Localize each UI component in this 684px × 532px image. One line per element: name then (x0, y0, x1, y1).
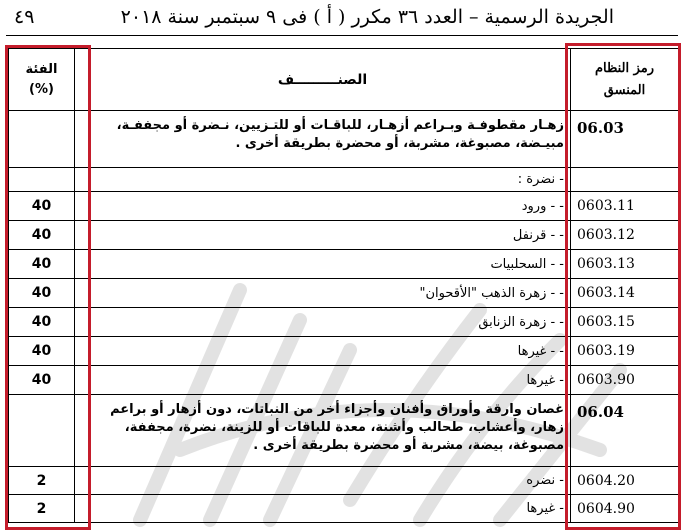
table-row (9, 279, 679, 308)
code-cell: 0603.12 (571, 221, 679, 250)
table-row (9, 337, 679, 366)
rate-cell (9, 168, 75, 192)
table-row (9, 495, 679, 523)
rate-cell: 2 (9, 467, 75, 495)
rate-cell: 40 (9, 308, 75, 337)
desc-cell: - - زهرة الذهب "الأقحوان" (75, 279, 571, 308)
desc-cell: زهـار مقطوفـة وبـراعم أزهـار، للباقـات أو للتـزيين، نـضرة أو مجففـة، مبيـضة، مصبوغة، مشربة، أو محضرة بطريقة أخرى . (75, 111, 571, 168)
code-cell: 0603.15 (571, 308, 679, 337)
table-header-row (9, 49, 679, 111)
page-number: ٤٩ (14, 6, 35, 28)
code-cell: 0603.14 (571, 279, 679, 308)
rate-cell: 2 (9, 495, 75, 523)
header-code (571, 49, 679, 111)
rate-cell: 40 (9, 221, 75, 250)
header-rate (9, 49, 75, 111)
code-cell: 0604.20 (571, 467, 679, 495)
code-cell: 0604.90 (571, 495, 679, 523)
table-row (9, 467, 679, 495)
desc-cell: - غيرها (75, 495, 571, 523)
desc-cell: - - السحلبيات (75, 250, 571, 279)
code-cell: 0603.13 (571, 250, 679, 279)
code-cell: 0603.90 (571, 366, 679, 395)
table-row (9, 366, 679, 395)
code-cell (571, 168, 679, 192)
table-row (9, 250, 679, 279)
tariff-table (8, 48, 679, 523)
rate-cell: 40 (9, 192, 75, 221)
desc-cell: - - قرنفل (75, 221, 571, 250)
table-row (9, 308, 679, 337)
header-description: الصنـــــــــف (75, 49, 571, 111)
code-cell: 0603.19 (571, 337, 679, 366)
header-code-line1: رمز النظام (594, 60, 655, 76)
desc-cell: غصان وارقة وأوراق وأفنان وأجزاء أخر من النباتات، دون أزهار أو براعم زهار، وأعشاب، طحالب وأشنة، معدة للباقات أو للزينة، نضرة، مجففة، مصبوغة، بيضة، مشربة أو محضرة بطريقة أخرى . (75, 395, 571, 467)
desc-cell: - نضره (75, 467, 571, 495)
code-cell: 06.04 (571, 395, 679, 467)
rate-cell: 40 (9, 366, 75, 395)
page-header (0, 0, 684, 40)
code-cell: 06.03 (571, 111, 679, 168)
table-row (9, 395, 679, 467)
header-code-line2: المنسق (603, 82, 646, 98)
table-row (9, 168, 679, 192)
rate-cell (9, 395, 75, 467)
table-row (9, 221, 679, 250)
code-cell: 0603.11 (571, 192, 679, 221)
gazette-title: الجريدة الرسمية – العدد ٣٦ مكرر ( أ ) فى ٩ سبتمبر سنة ٢٠١٨ (120, 6, 614, 28)
desc-cell: - غيرها (75, 366, 571, 395)
desc-cell: - - غيرها (75, 337, 571, 366)
desc-cell: - - ورود (75, 192, 571, 221)
desc-cell: - - زهرة الزنابق (75, 308, 571, 337)
desc-cell: - نضرة : (75, 168, 571, 192)
table-row (9, 111, 679, 168)
header-rate-label: الفئة (25, 61, 58, 77)
table-row (9, 192, 679, 221)
rate-cell: 40 (9, 279, 75, 308)
header-rule (6, 35, 678, 36)
rate-cell (9, 111, 75, 168)
rate-cell: 40 (9, 250, 75, 279)
header-rate-unit: (%) (29, 81, 54, 97)
rate-cell: 40 (9, 337, 75, 366)
